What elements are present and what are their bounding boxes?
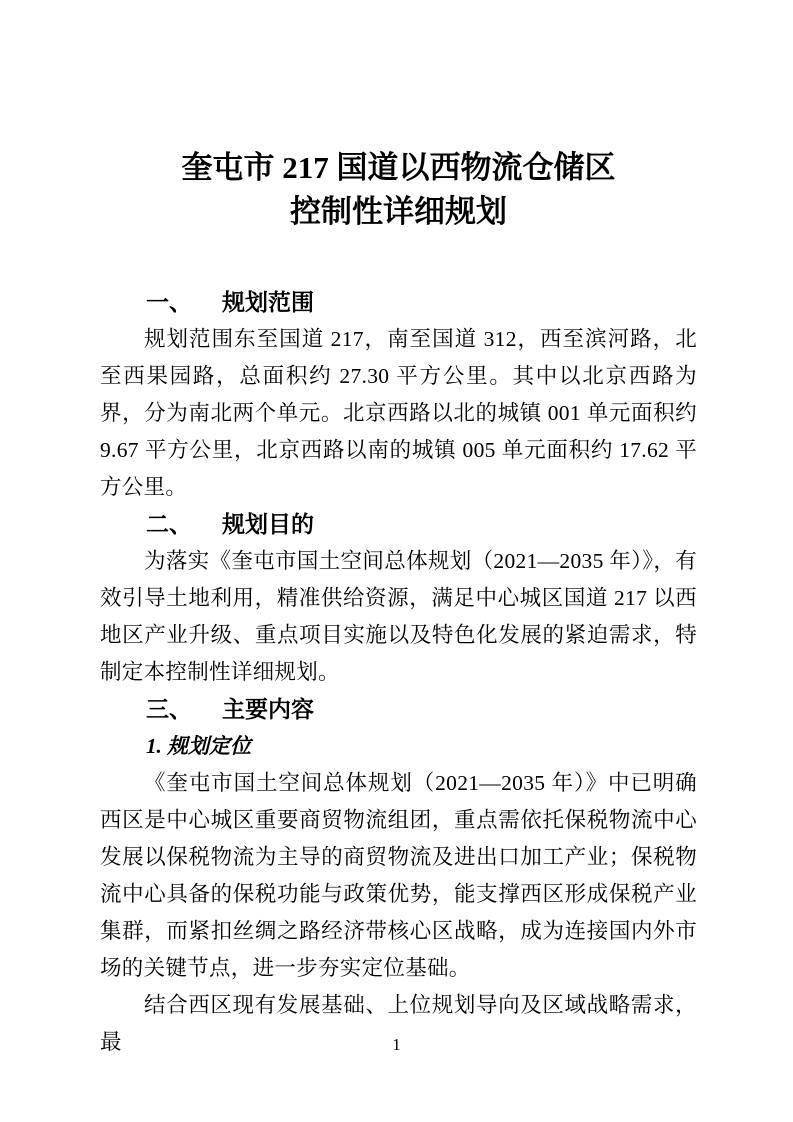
section-heading-text: 主要内容 — [222, 696, 314, 722]
document-title-line-1: 奎屯市 217 国道以西物流仓储区 — [181, 150, 616, 185]
section-number: 一、 — [146, 289, 192, 315]
section-planning-purpose — [100, 506, 697, 691]
paragraph: 《奎屯市国土空间总体规划（2021—2035 年）》中已明确西区是中心城区重要商贸物流组团，重点需依托保税物流中心发展以保税物流为主导的商贸物流及进出口加工产业；保税物流中心具备的保税功能与政策优势，能支撑西区形成保税产业集群，而紧扣丝绸之路经济带核心区战略，成为连接国内外市场的关键节点，进一步夯实定位基础。 — [100, 771, 697, 980]
subsection-heading-planning-positioning: 1. 规划定位 — [146, 734, 251, 758]
section-planning-scope — [100, 284, 697, 506]
section-number: 三、 — [146, 696, 192, 722]
paragraph: 结合西区现有发展基础、上位规划导向及区域战略需求，最 — [100, 993, 697, 1054]
paragraph: 为落实《奎屯市国土空间总体规划（2021—2035 年）》，有效引导土地利用，精准供给资源，满足中心城区国道 217 以西地区产业升级、重点项目实施以及特色化发展的紧迫需求，特制定本控制性详细规划。 — [100, 549, 697, 684]
section-heading — [100, 284, 697, 321]
section-heading — [100, 691, 697, 728]
document-title-line-2: 控制性详细规划 — [290, 194, 507, 229]
paragraph: 规划范围东至国道 217，南至国道 312，西至滨河路，北至西果园路，总面积约 27.30 平方公里。其中以北京西路为界，分为南北两个单元。北京西路以北的城镇 001 单元面积约 9.67 平方公里，北京西路以南的城镇 005 单元面积约 17.62 平方公里。 — [100, 327, 697, 499]
page-number: 1 — [392, 1035, 401, 1054]
section-heading-text: 规划范围 — [222, 289, 314, 315]
section-heading-text: 规划目的 — [222, 511, 314, 537]
section-main-content — [100, 691, 697, 1061]
section-number: 二、 — [146, 511, 192, 537]
document-title — [100, 146, 697, 234]
section-heading — [100, 506, 697, 543]
